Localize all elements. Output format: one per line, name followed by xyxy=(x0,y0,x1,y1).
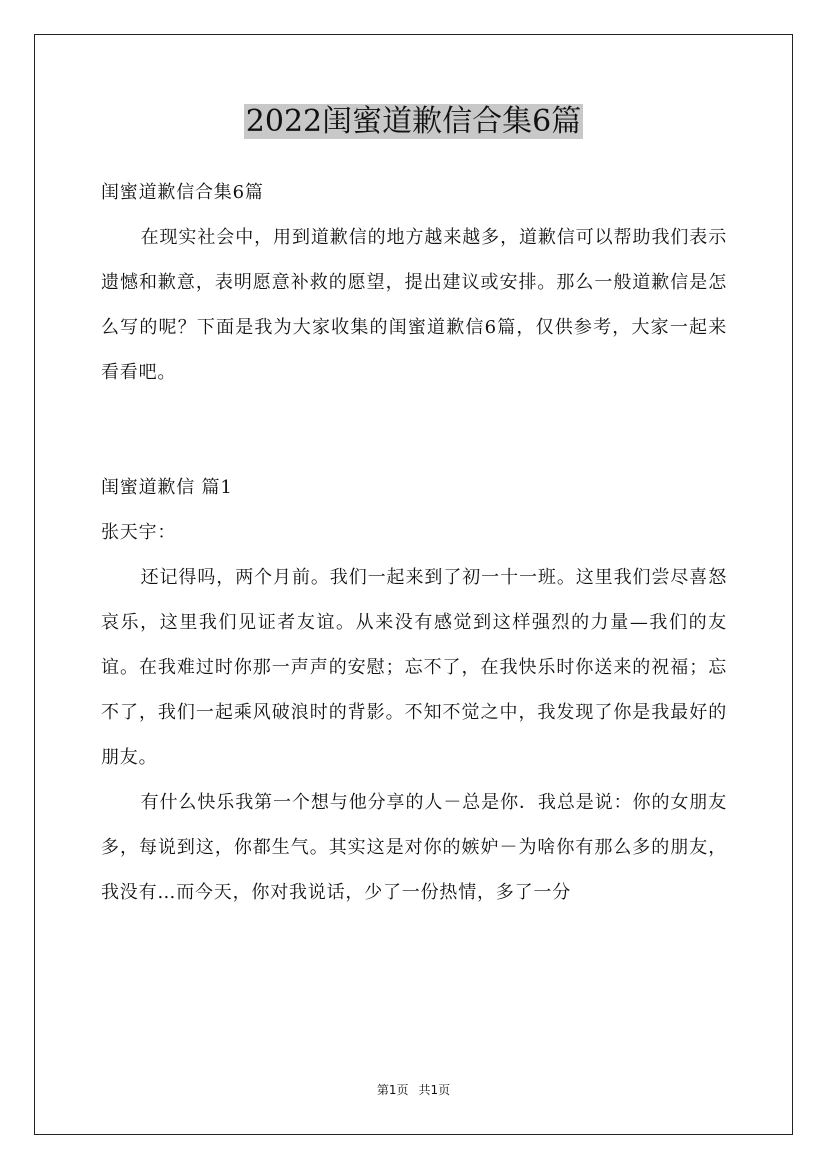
document-title-container xyxy=(0,100,827,144)
letter-paragraph-1: 还记得吗，两个月前。我们一起来到了初一十一班。这里我们尝尽喜怒哀乐，这里我们见证者友谊。从来没有感觉到这样强烈的力量—我们的友谊。在我难过时你那一声声的安慰；忘不了，在我快乐时你送来的祝福；忘不了，我们一起乘风破浪时的背影。不知不觉之中，我发现了你是我最好的朋友。 xyxy=(101,567,727,768)
document-subtitle: 闺蜜道歉信合集6篇 xyxy=(101,182,264,203)
intro-paragraph: 在现实社会中，用到道歉信的地方越来越多，道歉信可以帮助我们表示遗憾和歉意，表明愿意补救的愿望，提出建议或安排。那么一般道歉信是怎么写的呢？下面是我为大家收集的闺蜜道歉信6篇，仅供参考，大家一起来看看吧。 xyxy=(101,227,727,383)
document-title: 2022闺蜜道歉信合集6篇 xyxy=(245,104,582,139)
section-gap xyxy=(101,395,727,465)
page-number: 第1页 xyxy=(376,1083,409,1097)
letter-salutation: 张天宇： xyxy=(101,522,177,543)
section-heading: 闺蜜道歉信 篇1 xyxy=(101,477,233,498)
letter-paragraph-2: 有什么快乐我第一个想与他分享的人－总是你．我总是说：你的女朋友多，每说到这，你都生气。其实这是对你的嫉妒－为啥你有那么多的朋友，我没有…而今天，你对我说话，少了一份热情，多了一分 xyxy=(101,792,727,903)
document-body xyxy=(101,170,727,915)
page-total: 共1页 xyxy=(418,1083,451,1097)
page-footer xyxy=(0,1082,827,1098)
